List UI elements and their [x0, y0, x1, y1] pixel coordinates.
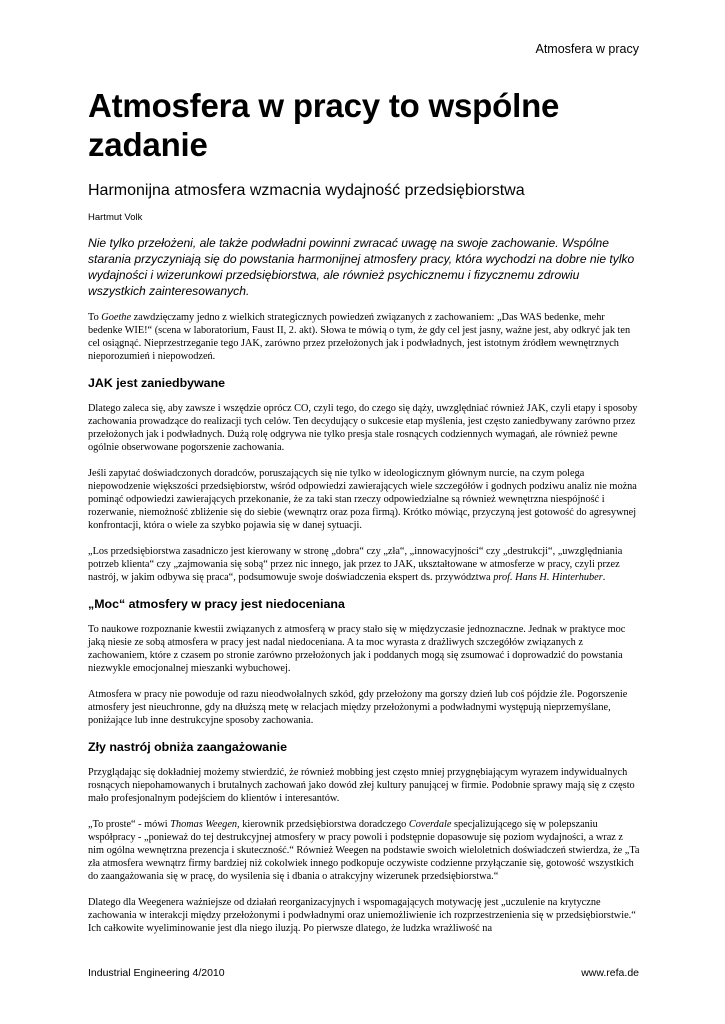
paragraph: Dlatego dla Weegenera ważniejsze od działań reorganizacyjnych i wspomagających motywację jest „uczulenie na krytyczne zachowania w interakcji między przełożonymi i podwładnymi oraz uniemożliwienie ich rozprzestrzenienia się w przedsiębiorstwie.“ Ich całkowite wyeliminowanie jest dla niego iluzją. Po pierwsze dlatego, że ludzka wrażliwość na [88, 897, 636, 934]
footer-journal: Industrial Engineering 4/2010 [88, 967, 225, 979]
paragraph-goethe: To Goethe zawdzięczamy jedno z wielkich strategicznych powiedzeń związanych z zachowaniem: „Das WAS bedenke, mehr bedenke WIE!“ (scena w laboratorium, Faust II, 2. akt). Słowa te mówią o tym, że gdy cel jest jasny, ważne jest, aby odkryć jak ten cel osiągnąć. Nieprzestrzeganie tego JAK, zarówno przez przełożonych jak i podwładnych, jest istotnym źródłem wewnętrznych nieporozumień i niepowodzeń. [88, 312, 631, 362]
lead-paragraph: Nie tylko przełożeni, ale także podwładni powinni zwracać uwagę na swoje zachowanie. Wspólne starania przyczyniają się do powstania harmonijnej atmosfery pracy, która wychodzi na dobre nie tylko wydajności i wizerunkowi przedsiębiorstwa, ale również psychicznemu i fizycznemu zdrowiu wszystkich zainteresowanych. [88, 236, 635, 298]
paragraph: Jeśli zapytać doświadczonych doradców, poruszających się nie tylko w ideologicznym głównym nurcie, na czym polega niepowodzenie większości przedsiębiorstw, wśród odpowiedzi zawierających wiele szczegółów i godnych podziwu analiz nie można pominąć odpowiedzi zawierających przekonanie, że za taki stan rzeczy odpowiedzialne są również wewnętrzna niespójność i rozerwanie, niemożność zbliżenie się do siebie (wewnątrz oraz poza firmą). Krótko mówiąc, przyczyną jest gotowość do agresywnej konfrontacji, która o wiele za szybko pojawia się w danej sytuacji. [88, 468, 637, 531]
paragraph-quote-hinterhuber: „Los przedsiębiorstwa zasadniczo jest kierowany w stronę „dobra“ czy „zła“, „innowacyjności“ czy „destrukcji“, „uwzględniania potrzeb klienta“ czy „zajmowania się sobą“ przez nic innego, jak przez to JAK, ukształtowane w atmosferze w pracy, czyli przez nastrój, w jakim odbywa się praca“, podsumowuje swoje doświadczenia ekspert ds. przywództwa prof. Hans H. Hinterhuber. [88, 546, 623, 583]
section-heading-zly-nastroj: Zły nastrój obniża zaangażowanie [88, 740, 287, 754]
paragraph: Dlatego zaleca się, aby zawsze i wszędzie oprócz CO, czyli tego, do czego się dąży, uwzględniać również JAK, czyli etapy i sposoby zachowania prowadzące do realizacji tych celów. Ten decydujący o sukcesie etap myślenia, jest często zaniedbywany zarówno przez przełożonych jak i podwładnych. Dużą rolę odgrywa nie tylko presja stale rosnących codziennych wymagań, ale również pewne ogólnie obserwowane pogorszenie zachowania. [88, 403, 638, 453]
article-title: Atmosfera w pracy to wspólne zadanie [88, 87, 560, 163]
article-subtitle: Harmonijna atmosfera wzmacnia wydajność przedsiębiorstwa [88, 182, 525, 199]
paragraph: Atmosfera w pracy nie powoduje od razu nieodwołalnych szkód, gdy przełożony ma gorszy dzień lub coś pójdzie źle. Pogorszenie atmosfery jest nieuchronne, gdy na dłuższą metę w relacjach między przełożonymi a podwładnymi występują nieprzemyślane, poniżające lub inne destrukcyjne sposoby zachowania. [88, 689, 628, 726]
running-header: Atmosfera w pracy [535, 42, 639, 56]
paragraph: To naukowe rozpoznanie kwestii związanych z atmosferą w pracy stało się w międzyczasie jednoznaczne. Jednak w praktyce moc jaką niesie ze sobą atmosfera w pracy jest nadal niedoceniana. A ta moc wyrasta z drażliwych szczegółów związanych z zachowaniem, które z czasem po stronie zarówno przełożonych jak i poddanych mogą się zsumować i doprowadzić do powstania niezwykle emocjonalnej mieszanki wybuchowej. [88, 624, 626, 674]
section-heading-jak: JAK jest zaniedbywane [88, 376, 226, 390]
paragraph: Przyglądając się dokładniej możemy stwierdzić, że również mobbing jest często mniej przygnębiającym wyrazem indywidualnych rosnących niepohamowanych i brutalnych zachowań jako dowód złej kultury panującej w firmie. Podobnie sprawy mają się z często mało profesjonalnym podejściem do klientów i interesantów. [88, 767, 635, 804]
footer-website: www.refa.de [581, 967, 639, 979]
section-heading-moc: „Moc“ atmosfery w pracy jest niedoceniana [88, 597, 345, 611]
paragraph-quote-weegen: „To proste“ - mówi Thomas Weegen, kierownik przedsiębiorstwa doradczego Coverdale specjalizującego się w polepszaniu współpracy - „ponieważ do tej destrukcyjnej atmosfery w pracy powoli i podstępnie dopasowuje się poziom wydajności, a wraz z nim ogólna wewnętrzna prezencja i skuteczność.“ Również Weegen na podstawie swoich wieloletnich doświadczeń stwierdza, że „Ta zła atmosfera wewnątrz firmy bardziej niż cokolwiek innego podkopuje oczywiste codzienne przyłączanie się, gotowość wszystkich do zaangażowania się w pracę, do wysilenia się i dbania o atrakcyjny wizerunek przedsiębiorstwa.“ [88, 819, 640, 882]
article-body [88, 86, 640, 948]
article-author: Hartmut Volk [88, 212, 143, 223]
